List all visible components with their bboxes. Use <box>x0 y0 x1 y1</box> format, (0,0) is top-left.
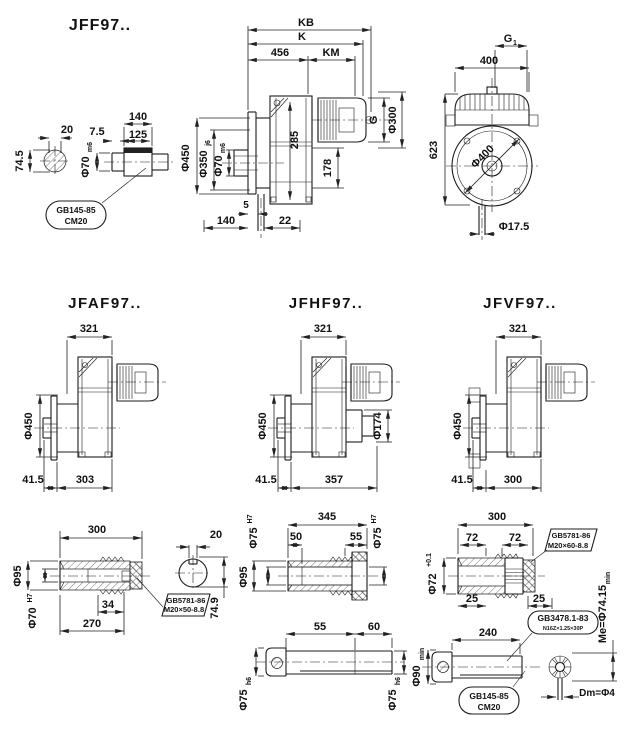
shaft-v-me: Me=Φ74.15 <box>597 584 609 644</box>
jff-dia17-5: Φ17.5 <box>498 221 530 233</box>
jfvf-dim-41-5: 41.5 <box>451 474 473 486</box>
shaft-h-dim-345: 345 <box>317 511 337 523</box>
jff-dim-g1-sub: 1 <box>513 40 517 47</box>
shaft-v-spline-balloon-line2: N16Z×1.25×30P <box>542 626 584 632</box>
jff-dia70-main: Φ70 <box>213 155 225 177</box>
view-jfhf97 <box>255 295 400 492</box>
shaft-h-dia95: Φ95 <box>238 566 250 588</box>
jff-dia300: Φ300 <box>387 106 399 134</box>
jfhf-dim-357: 357 <box>324 474 344 486</box>
jff-dim-20: 20 <box>60 124 74 136</box>
jfvf-title: JFVF97.. <box>483 295 557 312</box>
shaft-h-dia75-br: Φ75 <box>387 689 399 711</box>
shaft-v-dim-25r: 25 <box>532 593 546 605</box>
jff-dim-g1: G <box>503 33 513 45</box>
shaft-f-section-circle <box>175 545 228 598</box>
shaft-v-dim-240: 240 <box>478 627 498 639</box>
jff-dia70-stub-fit: m6 <box>87 141 94 153</box>
shaft-v-plug-balloon-line1: GB145-85 <box>469 691 509 701</box>
shaft-h-dim-55: 55 <box>349 531 363 543</box>
shaft-h-dim-60: 60 <box>367 621 381 633</box>
jff-dim-140b: 140 <box>216 215 236 227</box>
shaft-v-spline-balloon-line1: GB3478.1-83 <box>537 613 589 623</box>
jff-dim-456: 456 <box>270 47 290 59</box>
shaft-h-upper-linework <box>252 525 387 600</box>
jff-dim-km: KM <box>322 47 340 59</box>
shaft-f-dia95: Φ95 <box>12 565 24 587</box>
shaft-f-dim-300: 300 <box>87 524 107 536</box>
jff-dim-k: K <box>298 31 306 43</box>
shaft-f-dia70: Φ70 <box>27 607 39 629</box>
view-jff97 <box>14 17 538 240</box>
jff-dim-7-5: 7.5 <box>89 126 105 138</box>
shaft-v-dia90: Φ90 <box>411 665 423 687</box>
jfhf-dia174: Φ174 <box>372 412 384 440</box>
jff-dim-178: 178 <box>322 158 334 178</box>
shaft-v-callout-line2: M20×60-8.8 <box>547 541 589 550</box>
shaft-v-plug-balloon-line2: CM20 <box>477 702 501 712</box>
jfaf-title: JFAF97.. <box>68 295 142 312</box>
jff-shaft-end-view <box>30 138 72 176</box>
jfvf-dims <box>465 337 541 492</box>
jfaf-dia450: Φ450 <box>23 412 35 440</box>
shaft-f-callout-line1: GB5781-86 <box>166 596 206 605</box>
shaft-h-dim-50: 50 <box>289 531 303 543</box>
jff-dim-400: 400 <box>479 55 499 67</box>
shaft-f-dim-34: 34 <box>101 599 115 611</box>
jff-dia450: Φ450 <box>180 144 192 172</box>
shaft-v-dia72-tol: +0.1 <box>426 553 433 567</box>
view-jfvf97 <box>451 295 595 492</box>
jff-plug-line1: GB145-85 <box>56 205 96 215</box>
jff-dia350-fit: j6 <box>205 140 212 146</box>
shaft-v-dim-72r: 72 <box>508 532 522 544</box>
shaft-v-me-sub: min <box>605 571 612 585</box>
shaft-v-dim-72l: 72 <box>465 532 479 544</box>
shaft-v-dia72: Φ72 <box>427 573 439 595</box>
jff-dim-125: 125 <box>128 129 148 141</box>
shaft-h-dia75-br-fit: h6 <box>395 676 402 686</box>
jff-dia70-main-fit: m6 <box>220 142 227 154</box>
jff-dia400: Φ400 <box>468 142 497 171</box>
jff-dim-kb: KB <box>298 17 314 29</box>
shaft-v-callout-line1: GB5781-86 <box>551 531 591 540</box>
jff-dim-5: 5 <box>243 200 249 211</box>
shaft-v-dim-25l: 25 <box>465 593 479 605</box>
jfaf-dim-41-5: 41.5 <box>22 474 44 486</box>
shaft-f-dim-270: 270 <box>82 618 102 630</box>
shaft-h-dia75-tl: Φ75 <box>248 527 260 549</box>
shaft-h-dia75-bl-fit: h6 <box>246 676 253 686</box>
jff-dim-g: G <box>368 115 380 125</box>
jfvf-dim-300: 300 <box>503 474 523 486</box>
jff-plug-line2: CM20 <box>64 216 88 226</box>
jff-dim-22: 22 <box>278 215 292 227</box>
shaft-detail-f <box>12 524 228 635</box>
shaft-detail-v <box>411 511 617 714</box>
jff-front-view <box>445 46 538 240</box>
jff-title: JFF97.. <box>68 17 132 34</box>
jfaf-dims <box>36 337 112 492</box>
shaft-v-dia90-sub: min <box>419 647 426 661</box>
jfaf-dim-321: 321 <box>79 323 99 335</box>
jfhf-hub <box>346 410 374 442</box>
jfhf-dim-41-5: 41.5 <box>255 474 277 486</box>
shaft-f-callout-line2: M20×50-8.8 <box>163 605 205 614</box>
shaft-h-dim-55b: 55 <box>313 621 327 633</box>
shaft-h-dia75-tr-fit: H7 <box>371 514 378 524</box>
shaft-v-dm: Dm=Φ4 <box>579 688 615 699</box>
shaft-f-dim-20: 20 <box>209 529 223 541</box>
shaft-f-dim-74-9: 74.9 <box>209 597 221 619</box>
shaft-v-dim-300: 300 <box>487 511 507 523</box>
jff-plug-balloon <box>46 168 146 229</box>
jff-dim-140: 140 <box>128 111 148 123</box>
jfvf-dia450: Φ450 <box>452 412 464 440</box>
shaft-h-dia75-tl-fit: H7 <box>247 514 254 524</box>
shaft-h-lower-linework <box>256 634 407 676</box>
jff-dia350: Φ350 <box>198 150 210 178</box>
jfhf-dim-321: 321 <box>313 323 333 335</box>
jfvf-dim-321: 321 <box>508 323 528 335</box>
shaft-h-dia75-tr: Φ75 <box>372 527 384 549</box>
shaft-detail-h <box>238 511 407 711</box>
view-jfaf97 <box>22 295 166 492</box>
jfaf-dim-303: 303 <box>75 474 95 486</box>
jfhf-dia450: Φ450 <box>257 412 269 440</box>
shaft-h-dia75-bl: Φ75 <box>238 689 250 711</box>
jff-dim-285: 285 <box>289 130 301 150</box>
shaft-f-dia70-fit: H7 <box>27 593 34 603</box>
jff-dim-623: 623 <box>428 140 440 160</box>
jff-main-view <box>197 26 406 238</box>
jfhf-title: JFHF97.. <box>288 295 364 312</box>
jff-dim-74-5: 74.5 <box>14 150 26 172</box>
jff-dia70-stub: Φ70 <box>80 156 92 178</box>
